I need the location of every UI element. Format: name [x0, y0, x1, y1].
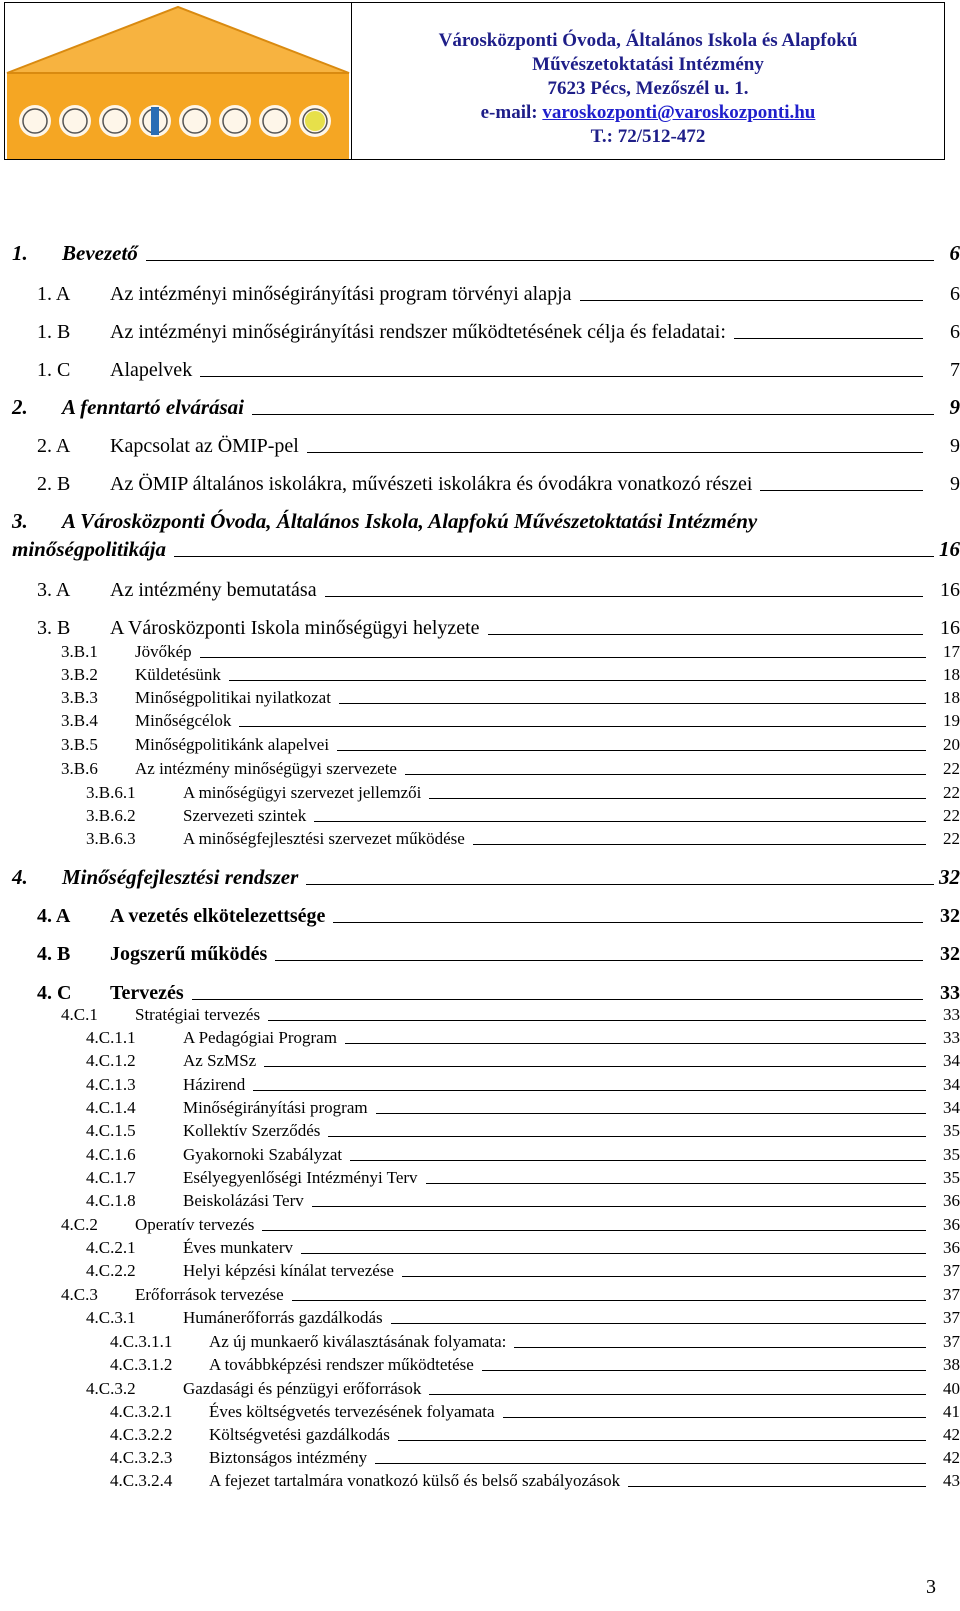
toc-number: 4. C — [37, 982, 72, 1004]
toc-leader — [376, 1113, 926, 1114]
toc-entry[interactable] — [0, 1330, 960, 1352]
toc-leader — [760, 490, 923, 491]
email-link[interactable]: varoskozponti@varoskozponti.hu — [542, 102, 816, 123]
toc-entry[interactable] — [0, 316, 960, 344]
toc-page: 7 — [950, 359, 960, 381]
toc-title: Az ÖMIP általános iskolákra, művészeti iskolákra és óvodákra vonatkozó részei — [110, 473, 753, 495]
toc-entry[interactable] — [0, 1306, 960, 1328]
toc-leader — [268, 1020, 926, 1021]
toc-leader — [473, 844, 926, 845]
toc-entry[interactable] — [0, 663, 960, 685]
toc-number: 3. B — [37, 617, 71, 639]
toc-number: 4.C.3.2.1 — [110, 1402, 173, 1421]
toc-title: Házirend — [183, 1075, 246, 1094]
toc-number: 3.B.5 — [61, 735, 98, 754]
toc-leader — [200, 376, 923, 377]
toc-page: 9 — [950, 473, 960, 495]
toc-leader — [503, 1417, 926, 1418]
toc-entry[interactable] — [0, 238, 960, 266]
toc-page: 41 — [943, 1402, 960, 1421]
page-number: 3 — [926, 1576, 936, 1598]
toc-title: Erőforrások tervezése — [135, 1285, 284, 1304]
toc-title: A minőségügyi szervezet jellemzői — [183, 783, 422, 802]
toc-entry[interactable] — [0, 1446, 960, 1468]
toc-page: 16 — [940, 617, 960, 639]
toc-entry[interactable] — [0, 1026, 960, 1048]
toc-page: 22 — [943, 806, 960, 825]
toc-leader — [391, 1323, 926, 1324]
toc-entry[interactable] — [0, 574, 960, 602]
toc-title: Minőségpolitikai nyilatkozat — [135, 688, 331, 707]
toc-page: 43 — [943, 1471, 960, 1490]
toc-leader — [337, 750, 926, 751]
toc-title: A Városközponti Óvoda, Általános Iskola, Alapfokú Művészetoktatási Intézmény — [62, 509, 758, 533]
toc-number: 1. C — [37, 359, 71, 381]
document-header — [4, 2, 945, 160]
toc-number: 2. B — [37, 473, 71, 495]
toc-title: Gazdasági és pénzügyi erőforrások — [183, 1379, 422, 1398]
toc-page: 17 — [943, 642, 960, 661]
toc-number: 4.C.1.8 — [86, 1191, 136, 1210]
toc-number: 3.B.1 — [61, 642, 98, 661]
toc-page: 6 — [950, 321, 960, 343]
toc-title: minőségpolitikája — [12, 537, 167, 561]
toc-entry[interactable] — [0, 1259, 960, 1281]
toc-leader — [339, 703, 926, 704]
toc-leader — [429, 798, 926, 799]
toc-page: 37 — [943, 1285, 960, 1304]
toc-number: 1. — [12, 241, 28, 265]
toc-entry[interactable] — [0, 686, 960, 708]
toc-page: 19 — [943, 711, 960, 730]
school-logo — [5, 3, 352, 159]
toc-leader — [734, 338, 923, 339]
toc-page: 6 — [950, 283, 960, 305]
toc-leader — [628, 1486, 926, 1487]
toc-page: 16 — [940, 579, 960, 601]
toc-title: Bevezető — [62, 241, 138, 265]
toc-number: 3.B.6.1 — [86, 783, 136, 802]
institution-name-line2: Művészetoktatási Intézmény — [532, 54, 764, 75]
toc-leader — [328, 1136, 926, 1137]
toc-title: Humánerőforrás gazdálkodás — [183, 1308, 383, 1327]
toc-entry[interactable] — [0, 977, 960, 1005]
toc-number: 4.C.1.5 — [86, 1121, 136, 1140]
toc-entry[interactable] — [0, 1213, 960, 1235]
toc-number: 1. A — [37, 283, 71, 305]
toc-entry[interactable] — [0, 278, 960, 306]
toc-number: 3. — [12, 509, 28, 533]
contact-block — [352, 3, 944, 159]
toc-title: Küldetésünk — [135, 665, 221, 684]
toc-page: 9 — [950, 435, 960, 457]
toc-title: Kapcsolat az ÖMIP-pel — [110, 435, 299, 457]
toc-leader — [350, 1160, 926, 1161]
toc-leader — [275, 960, 923, 961]
toc-title: Költségvetési gazdálkodás — [209, 1425, 390, 1444]
toc-entry[interactable] — [0, 1049, 960, 1071]
toc-number: 4.C.3.2.3 — [110, 1448, 173, 1467]
toc-entry[interactable] — [0, 862, 960, 890]
toc-title: Esélyegyenlőségi Intézményi Terv — [183, 1168, 418, 1187]
toc-leader — [262, 1230, 926, 1231]
toc-leader — [429, 1394, 926, 1395]
toc-entry[interactable] — [0, 430, 960, 458]
toc-entry[interactable] — [0, 1283, 960, 1305]
toc-entry[interactable] — [0, 612, 960, 640]
institution-name-line1: Városközponti Óvoda, Általános Iskola és Alapfokú — [438, 30, 858, 51]
toc-page: 35 — [943, 1145, 960, 1164]
institution-address: 7623 Pécs, Mezőszél u. 1. — [547, 78, 749, 99]
toc-page: 37 — [943, 1261, 960, 1280]
toc-leader — [301, 1253, 926, 1254]
toc-entry[interactable] — [0, 1423, 960, 1445]
toc-leader — [398, 1440, 926, 1441]
toc-title: A fejezet tartalmára vonatkozó külső és belső szabályozások — [209, 1471, 621, 1490]
toc-entry[interactable] — [0, 827, 960, 849]
toc-title: Minőségpolitikánk alapelvei — [135, 735, 330, 754]
email-label: e-mail: — [480, 102, 543, 123]
toc-entry[interactable] — [0, 1353, 960, 1375]
toc-title: A Városközponti Iskola minőségügyi helyzete — [110, 617, 480, 639]
toc-leader — [200, 657, 926, 658]
toc-number: 3.B.6 — [61, 759, 98, 778]
toc-entry[interactable] — [0, 733, 960, 755]
toc-page: 34 — [943, 1051, 960, 1070]
toc-number: 4.C.1 — [61, 1005, 98, 1024]
toc-page: 20 — [943, 735, 960, 754]
toc-number: 4.C.3.1.1 — [110, 1332, 173, 1351]
toc-number: 4.C.1.6 — [86, 1145, 136, 1164]
toc-entry[interactable] — [0, 354, 960, 382]
toc-number: 3.B.2 — [61, 665, 98, 684]
toc-title: Stratégiai tervezés — [135, 1005, 261, 1024]
toc-entry[interactable] — [0, 1096, 960, 1118]
toc-number: 4.C.3.2 — [86, 1379, 136, 1398]
email-line — [352, 101, 944, 125]
toc-number: 4.C.1.1 — [86, 1028, 136, 1047]
toc-title: A fenntartó elvárásai — [62, 395, 245, 419]
toc-title: Az intézményi minőségirányítási program törvényi alapja — [110, 283, 572, 305]
toc-number: 4.C.1.3 — [86, 1075, 136, 1094]
toc-number: 1. B — [37, 321, 71, 343]
toc-leader — [345, 1043, 926, 1044]
toc-page: 38 — [943, 1355, 960, 1374]
toc-leader — [405, 774, 926, 775]
toc-number: 4. A — [37, 905, 71, 927]
toc-page: 37 — [943, 1332, 960, 1351]
toc-entry[interactable] — [0, 1166, 960, 1188]
toc-entry[interactable] — [0, 1236, 960, 1258]
toc-page: 42 — [943, 1448, 960, 1467]
toc-number: 4.C.1.7 — [86, 1168, 136, 1187]
toc-number: 4.C.3.2.2 — [110, 1425, 173, 1444]
toc-title: Helyi képzési kínálat tervezése — [183, 1261, 394, 1280]
toc-title: Gyakornoki Szabályzat — [183, 1145, 343, 1164]
toc-page: 42 — [943, 1425, 960, 1444]
toc-page: 35 — [943, 1121, 960, 1140]
toc-leader — [375, 1463, 926, 1464]
toc-page: 22 — [943, 759, 960, 778]
toc-title: Szervezeti szintek — [183, 806, 307, 825]
toc-entry[interactable] — [0, 1400, 960, 1422]
toc-entry[interactable] — [0, 804, 960, 826]
toc-entry[interactable] — [0, 1377, 960, 1399]
toc-title: Minőségirányítási program — [183, 1098, 368, 1117]
toc-page: 32 — [940, 905, 960, 927]
toc-leader — [488, 634, 923, 635]
toc-number: 2. — [12, 395, 28, 419]
toc-page: 36 — [943, 1238, 960, 1257]
toc-title: Minőségcélok — [135, 711, 232, 730]
toc-leader — [229, 680, 926, 681]
toc-leader — [306, 884, 934, 885]
toc-page: 35 — [943, 1168, 960, 1187]
toc-page: 9 — [949, 395, 960, 419]
toc-leader — [514, 1347, 926, 1348]
toc-number: 3.B.6.2 — [86, 806, 136, 825]
toc-page: 33 — [943, 1028, 960, 1047]
toc-entry[interactable] — [0, 1073, 960, 1095]
toc-page: 32 — [940, 943, 960, 965]
toc-entry[interactable] — [0, 1469, 960, 1491]
toc-leader — [312, 1206, 926, 1207]
toc-title: Az intézmény bemutatása — [110, 579, 317, 601]
toc-entry[interactable] — [0, 1119, 960, 1141]
toc-title: Az SzMSz — [183, 1051, 257, 1070]
toc-entry[interactable] — [0, 640, 960, 662]
toc-number: 4.C.3.1.2 — [110, 1355, 173, 1374]
toc-title: Operatív tervezés — [135, 1215, 255, 1234]
toc-leader — [174, 556, 934, 557]
toc-number: 4.C.3.2.4 — [110, 1471, 173, 1490]
toc-leader — [482, 1370, 926, 1371]
toc-leader — [333, 922, 923, 923]
toc-title: Beiskolázási Terv — [183, 1191, 304, 1210]
toc-title: Kollektív Szerződés — [183, 1121, 321, 1140]
toc-page: 34 — [943, 1098, 960, 1117]
toc-leader — [253, 1090, 926, 1091]
toc-page: 18 — [943, 688, 960, 707]
toc-page: 22 — [943, 829, 960, 848]
toc-number: 4.C.2.1 — [86, 1238, 136, 1257]
toc-number: 3. A — [37, 579, 71, 601]
toc-entry[interactable] — [0, 392, 960, 420]
toc-number: 4.C.1.4 — [86, 1098, 136, 1117]
toc-title: Tervezés — [110, 982, 184, 1004]
toc-entry[interactable] — [0, 1143, 960, 1165]
toc-number: 4.C.3 — [61, 1285, 98, 1304]
toc-entry-continuation[interactable] — [0, 534, 960, 562]
toc-leader — [314, 821, 926, 822]
toc-title: A minőségfejlesztési szervezet működése — [183, 829, 465, 848]
toc-entry[interactable] — [0, 900, 960, 928]
toc-page: 33 — [940, 982, 960, 1004]
toc-page: 40 — [943, 1379, 960, 1398]
toc-entry[interactable] — [0, 1003, 960, 1025]
toc-page: 32 — [939, 865, 960, 889]
toc-leader — [426, 1183, 926, 1184]
toc-number: 4.C.2 — [61, 1215, 98, 1234]
toc-number: 4.C.3.1 — [86, 1308, 136, 1327]
toc-leader — [146, 260, 934, 261]
toc-page: 36 — [943, 1191, 960, 1210]
toc-page: 18 — [943, 665, 960, 684]
toc-number: 3.B.4 — [61, 711, 98, 730]
toc-page: 16 — [939, 537, 960, 561]
toc-entry[interactable] — [0, 1189, 960, 1211]
toc-page: 6 — [949, 241, 960, 265]
toc-title: Éves munkaterv — [183, 1238, 293, 1257]
toc-entry[interactable] — [0, 468, 960, 496]
toc-number: 3.B.3 — [61, 688, 98, 707]
toc-title: Biztonságos intézmény — [209, 1448, 368, 1467]
toc-entry[interactable] — [0, 757, 960, 779]
toc-entry[interactable] — [0, 938, 960, 966]
toc-title: Az intézmény minőségügyi szervezete — [135, 759, 397, 778]
toc-title: Az intézményi minőségirányítási rendszer működtetésének célja és feladatai: — [110, 321, 726, 343]
toc-title: Az új munkaerő kiválasztásának folyamata: — [209, 1332, 507, 1351]
toc-number: 3.B.6.3 — [86, 829, 136, 848]
toc-number: 4. B — [37, 943, 71, 965]
toc-entry[interactable] — [0, 781, 960, 803]
toc-title: Éves költségvetés tervezésének folyamata — [209, 1402, 495, 1421]
toc-title: A vezetés elkötelezettsége — [110, 905, 326, 927]
toc-number: 2. A — [37, 435, 71, 457]
toc-leader — [402, 1276, 926, 1277]
toc-page: 33 — [943, 1005, 960, 1024]
toc-leader — [307, 452, 923, 453]
toc-leader — [325, 596, 923, 597]
toc-page: 34 — [943, 1075, 960, 1094]
toc-page: 36 — [943, 1215, 960, 1234]
toc-entry[interactable] — [0, 709, 960, 731]
toc-leader — [239, 726, 926, 727]
toc-leader — [292, 1300, 926, 1301]
toc-title: Minőségfejlesztési rendszer — [62, 865, 299, 889]
toc-page: 37 — [943, 1308, 960, 1327]
toc-number: 4.C.2.2 — [86, 1261, 136, 1280]
toc-title: Jogszerű működés — [110, 943, 268, 965]
toc-title: A továbbképzési rendszer működtetése — [209, 1355, 474, 1374]
toc-number: 4. — [12, 865, 28, 889]
toc-number: 4.C.1.2 — [86, 1051, 136, 1070]
phone-number: T.: 72/512-472 — [590, 126, 706, 147]
toc-leader — [580, 300, 923, 301]
toc-title: A Pedagógiai Program — [183, 1028, 337, 1047]
toc-leader — [192, 999, 923, 1000]
toc-page: 22 — [943, 783, 960, 802]
toc-title: Jövőkép — [135, 642, 192, 661]
toc-entry[interactable] — [0, 506, 960, 534]
toc-leader — [264, 1066, 926, 1067]
toc-title: Alapelvek — [110, 359, 193, 381]
school-logo-icon — [5, 3, 351, 159]
toc-leader — [252, 414, 934, 415]
